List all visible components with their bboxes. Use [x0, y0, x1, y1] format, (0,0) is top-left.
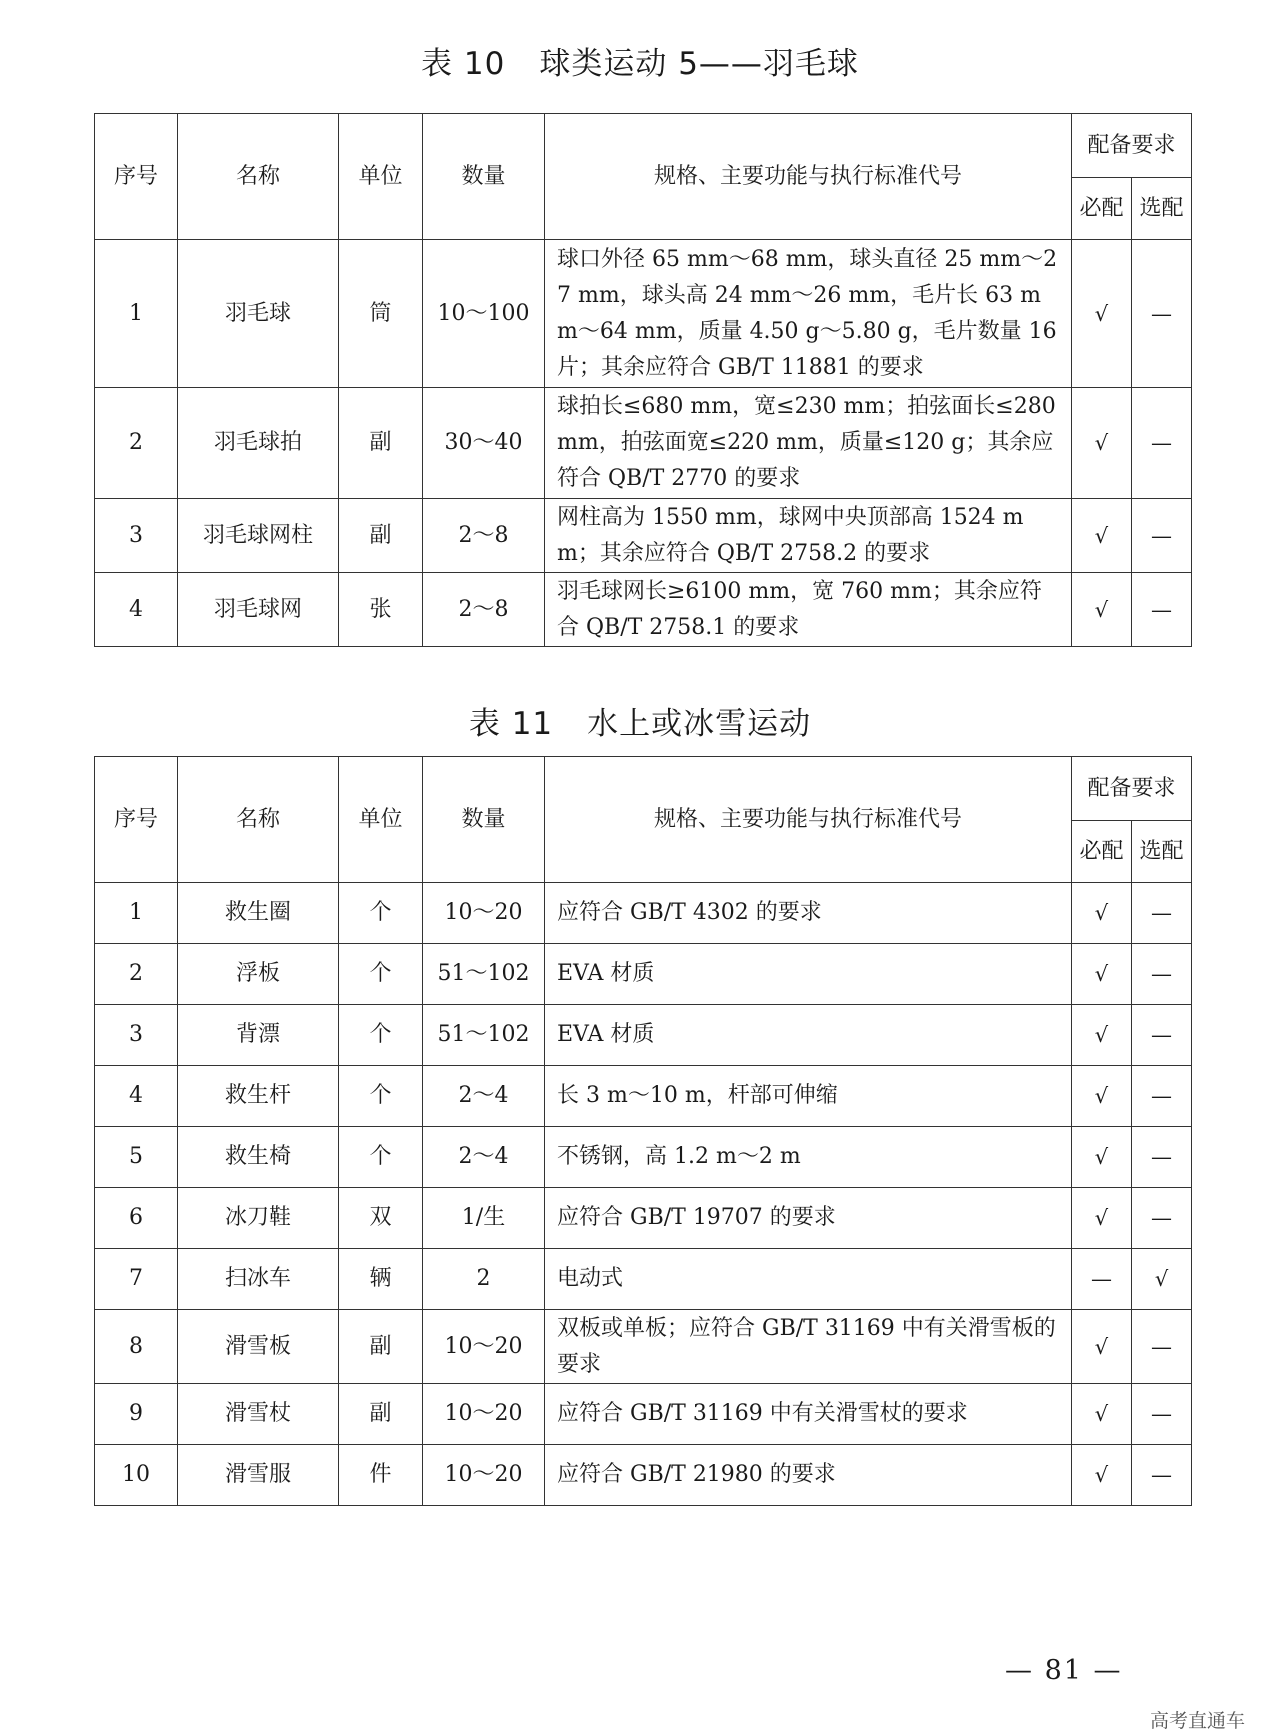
cell-name: 滑雪服 [178, 1445, 339, 1506]
cell-spec: 应符合 GB/T 31169 中有关滑雪杖的要求 [545, 1384, 1072, 1445]
cell-name: 救生杆 [178, 1066, 339, 1127]
cell-unit: 个 [339, 944, 423, 1005]
cell-quantity: 2～4 [423, 1127, 545, 1188]
cell-optional: — [1132, 1066, 1192, 1127]
cell-index: 4 [95, 1066, 178, 1127]
cell-required: — [1072, 1249, 1132, 1310]
cell-unit: 副 [339, 388, 423, 499]
cell-spec: 应符合 GB/T 19707 的要求 [545, 1188, 1072, 1249]
cell-name: 羽毛球网柱 [178, 499, 339, 573]
cell-spec: EVA 材质 [545, 944, 1072, 1005]
cell-required: √ [1072, 1127, 1132, 1188]
cell-required: √ [1072, 944, 1132, 1005]
cell-name: 羽毛球网 [178, 573, 339, 647]
cell-quantity: 2 [423, 1249, 545, 1310]
cell-quantity: 10～100 [423, 240, 545, 388]
cell-index: 8 [95, 1310, 178, 1384]
header-quantity: 数量 [423, 114, 545, 240]
cell-name: 冰刀鞋 [178, 1188, 339, 1249]
table-row [95, 944, 1192, 1005]
cell-index: 2 [95, 944, 178, 1005]
header-spec: 规格、主要功能与执行标准代号 [545, 114, 1072, 240]
table11-name: 水上或冰雪运动 [587, 706, 812, 742]
header-optional: 选配 [1132, 821, 1192, 883]
cell-quantity: 2～8 [423, 573, 545, 647]
cell-unit: 副 [339, 499, 423, 573]
cell-spec: 双板或单板；应符合 GB/T 31169 中有关滑雪板的要求 [545, 1310, 1072, 1384]
table10-title [0, 38, 1280, 83]
cell-unit: 辆 [339, 1249, 423, 1310]
cell-spec: 羽毛球网长≥6100 mm，宽 760 mm；其余应符合 QB/T 2758.1 的要求 [545, 573, 1072, 647]
cell-quantity: 1/生 [423, 1188, 545, 1249]
cell-optional: — [1132, 1127, 1192, 1188]
cell-required: √ [1072, 1384, 1132, 1445]
cell-quantity: 2～8 [423, 499, 545, 573]
cell-spec: 应符合 GB/T 4302 的要求 [545, 883, 1072, 944]
header-name: 名称 [178, 757, 339, 883]
table-row [95, 573, 1192, 647]
cell-optional: √ [1132, 1249, 1192, 1310]
cell-optional: — [1132, 1310, 1192, 1384]
header-spec: 规格、主要功能与执行标准代号 [545, 757, 1072, 883]
cell-name: 救生圈 [178, 883, 339, 944]
cell-optional: — [1132, 1445, 1192, 1506]
cell-quantity: 51～102 [423, 944, 545, 1005]
table-row [95, 1127, 1192, 1188]
table-row [95, 1005, 1192, 1066]
cell-index: 4 [95, 573, 178, 647]
table-row [95, 499, 1192, 573]
cell-unit: 副 [339, 1310, 423, 1384]
header-requirement: 配备要求 [1072, 757, 1192, 821]
cell-index: 5 [95, 1127, 178, 1188]
cell-spec: EVA 材质 [545, 1005, 1072, 1066]
cell-required: √ [1072, 240, 1132, 388]
cell-name: 羽毛球 [178, 240, 339, 388]
cell-index: 9 [95, 1384, 178, 1445]
cell-quantity: 10～20 [423, 883, 545, 944]
cell-required: √ [1072, 1005, 1132, 1066]
header-index: 序号 [95, 757, 178, 883]
header-unit: 单位 [339, 757, 423, 883]
cell-quantity: 10～20 [423, 1384, 545, 1445]
page-number: — 81 — [1005, 1655, 1123, 1686]
cell-optional: — [1132, 573, 1192, 647]
table11-title [0, 698, 1280, 743]
table-row [95, 1445, 1192, 1506]
cell-name: 羽毛球拍 [178, 388, 339, 499]
cell-spec: 网柱高为 1550 mm，球网中央顶部高 1524 mm；其余应符合 QB/T 2758.2 的要求 [545, 499, 1072, 573]
cell-quantity: 30～40 [423, 388, 545, 499]
header-quantity: 数量 [423, 757, 545, 883]
cell-unit: 个 [339, 883, 423, 944]
cell-required: √ [1072, 573, 1132, 647]
cell-name: 背漂 [178, 1005, 339, 1066]
table-row [95, 1249, 1192, 1310]
cell-optional: — [1132, 1188, 1192, 1249]
cell-unit: 个 [339, 1005, 423, 1066]
cell-quantity: 51～102 [423, 1005, 545, 1066]
cell-required: √ [1072, 499, 1132, 573]
cell-name: 扫冰车 [178, 1249, 339, 1310]
table10-name: 球类运动 5——羽毛球 [539, 46, 859, 82]
table-row [95, 1188, 1192, 1249]
header-required: 必配 [1072, 178, 1132, 240]
cell-unit: 张 [339, 573, 423, 647]
header-name: 名称 [178, 114, 339, 240]
cell-required: √ [1072, 388, 1132, 499]
cell-optional: — [1132, 883, 1192, 944]
header-required: 必配 [1072, 821, 1132, 883]
cell-quantity: 10～20 [423, 1310, 545, 1384]
cell-spec: 应符合 GB/T 21980 的要求 [545, 1445, 1072, 1506]
header-optional: 选配 [1132, 178, 1192, 240]
cell-optional: — [1132, 499, 1192, 573]
watermark-text: 高考直通车 [1150, 1710, 1246, 1732]
cell-required: √ [1072, 883, 1132, 944]
cell-required: √ [1072, 1066, 1132, 1127]
cell-optional: — [1132, 240, 1192, 388]
cell-unit: 副 [339, 1384, 423, 1445]
cell-name: 浮板 [178, 944, 339, 1005]
cell-spec: 电动式 [545, 1249, 1072, 1310]
header-requirement: 配备要求 [1072, 114, 1192, 178]
table11 [94, 756, 1192, 1506]
table-row [95, 240, 1192, 388]
table-row [95, 883, 1192, 944]
cell-spec: 球拍长≤680 mm，宽≤230 mm；拍弦面长≤280 mm，拍弦面宽≤220 mm，质量≤120 g；其余应符合 QB/T 2770 的要求 [545, 388, 1072, 499]
cell-unit: 筒 [339, 240, 423, 388]
table-row [95, 388, 1192, 499]
cell-required: √ [1072, 1188, 1132, 1249]
cell-unit: 个 [339, 1127, 423, 1188]
table-row [95, 1384, 1192, 1445]
cell-index: 6 [95, 1188, 178, 1249]
cell-unit: 双 [339, 1188, 423, 1249]
cell-optional: — [1132, 944, 1192, 1005]
cell-optional: — [1132, 1384, 1192, 1445]
header-index: 序号 [95, 114, 178, 240]
table-row [95, 1310, 1192, 1384]
cell-quantity: 2～4 [423, 1066, 545, 1127]
cell-index: 1 [95, 883, 178, 944]
table10-number: 表 10 [421, 46, 506, 82]
cell-unit: 件 [339, 1445, 423, 1506]
cell-spec: 长 3 m～10 m，杆部可伸缩 [545, 1066, 1072, 1127]
cell-spec: 球口外径 65 mm～68 mm，球头直径 25 mm～27 mm，球头高 24 mm～26 mm，毛片长 63 mm～64 mm，质量 4.50 g～5.80 g，毛片数量 16 片；其余应符合 GB/T 11881 的要求 [545, 240, 1072, 388]
cell-optional: — [1132, 1005, 1192, 1066]
cell-index: 10 [95, 1445, 178, 1506]
cell-index: 1 [95, 240, 178, 388]
cell-index: 3 [95, 499, 178, 573]
cell-name: 滑雪板 [178, 1310, 339, 1384]
cell-spec: 不锈钢，高 1.2 m～2 m [545, 1127, 1072, 1188]
cell-name: 滑雪杖 [178, 1384, 339, 1445]
table11-number: 表 11 [468, 706, 554, 742]
cell-index: 3 [95, 1005, 178, 1066]
cell-quantity: 10～20 [423, 1445, 545, 1506]
cell-optional: — [1132, 388, 1192, 499]
header-unit: 单位 [339, 114, 423, 240]
cell-index: 2 [95, 388, 178, 499]
cell-required: √ [1072, 1445, 1132, 1506]
table10 [94, 113, 1192, 647]
cell-name: 救生椅 [178, 1127, 339, 1188]
cell-index: 7 [95, 1249, 178, 1310]
table-row [95, 1066, 1192, 1127]
cell-unit: 个 [339, 1066, 423, 1127]
cell-required: √ [1072, 1310, 1132, 1384]
